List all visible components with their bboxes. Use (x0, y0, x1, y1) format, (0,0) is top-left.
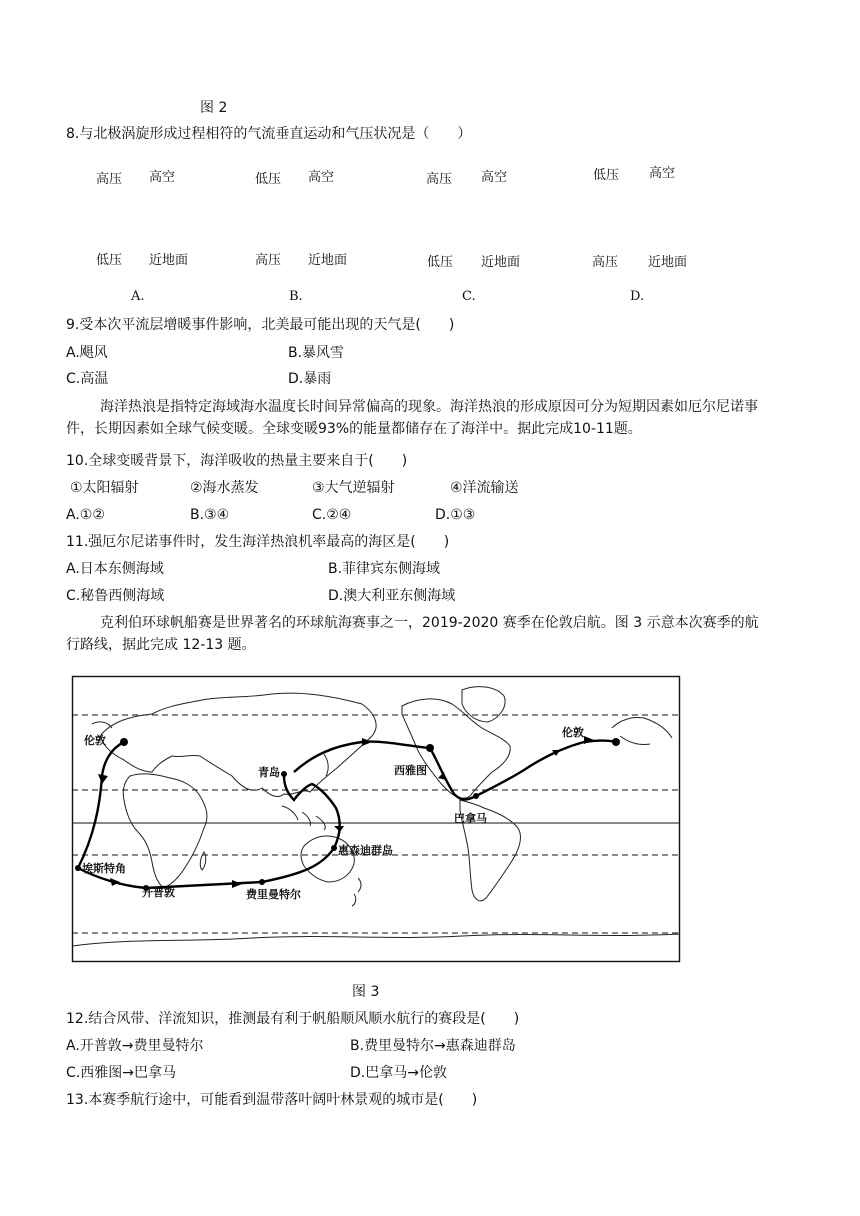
question-10-stem: 10.全球变暖背景下，海洋吸收的热量主要来自于( ) (66, 453, 408, 469)
q10-option-a[interactable]: A.①② (66, 507, 105, 523)
diagram-d-label: D. (630, 289, 645, 304)
q9-option-d[interactable]: D.暴雨 (288, 371, 332, 387)
diagram-a-top-right: 高空 (149, 170, 176, 185)
q10-option-b[interactable]: B.③④ (190, 507, 230, 523)
q12-option-b[interactable]: B.费里曼特尔→惠森迪群岛 (350, 1038, 516, 1054)
map-label-london-west: 伦敦 (84, 734, 106, 747)
diagram-d-top-right: 高空 (649, 166, 676, 181)
q9-option-a[interactable]: A.飓风 (66, 345, 108, 361)
map-label-fremantle: 费里曼特尔 (246, 888, 301, 901)
q10-item-3: ③大气逆辐射 (312, 480, 395, 496)
map-label-cape-town: 开普敦 (142, 886, 175, 899)
q12-option-a[interactable]: A.开普敦→费里曼特尔 (66, 1038, 204, 1054)
q10-option-c[interactable]: C.②④ (312, 507, 352, 523)
diagram-d-bottom-right: 近地面 (648, 255, 688, 270)
figure-3-caption: 图 3 (352, 984, 380, 1000)
map-label-seattle: 西雅图 (394, 764, 427, 777)
diagram-c-bottom-left: 低压 (427, 255, 454, 270)
q10-item-2: ②海水蒸发 (190, 480, 259, 496)
diagram-b-bottom-left: 高压 (255, 253, 282, 268)
diagram-b-top-right: 高空 (308, 170, 335, 185)
diagram-c-top-left: 高压 (426, 172, 453, 187)
q9-option-c[interactable]: C.高温 (66, 371, 109, 387)
q10-option-d[interactable]: D.①③ (435, 507, 476, 523)
diagram-c-label: C. (462, 289, 476, 304)
diagram-b-bottom-right: 近地面 (308, 253, 348, 268)
q9-option-b[interactable]: B.暴风雪 (288, 345, 345, 361)
q10-item-1: ①太阳辐射 (70, 480, 139, 496)
diagram-a-label: A. (131, 289, 145, 304)
diagram-a-bottom-right: 近地面 (149, 253, 189, 268)
map-label-qingdao: 青岛 (258, 766, 280, 779)
diagram-d-top-left: 低压 (593, 168, 620, 183)
question-12-stem: 12.结合风带、洋流知识，推测最有利于帆船顺风顺水航行的赛段是( ) (66, 1011, 520, 1027)
passage-ocean-heatwave: 海洋热浪是指特定海域海水温度长时间异常偏高的现象。海洋热浪的形成原因可分为短期因素如厄尔尼诺事件，长期因素如全球气候变暖。全球变暖93%的能量都储存在了海洋中。据此完成10-11题。 (66, 399, 758, 437)
diagram-b-label: B. (289, 289, 303, 304)
diagram-a-bottom-left: 低压 (96, 253, 123, 268)
question-13-stem: 13.本赛季航行途中，可能看到温带落叶阔叶林景观的城市是( ) (66, 1092, 478, 1108)
question-9-stem: 9.受本次平流层增暖事件影响，北美最可能出现的天气是( ) (66, 317, 455, 333)
diagram-a-top-left: 高压 (96, 172, 123, 187)
diagram-c-top-right: 高空 (481, 170, 508, 185)
q11-option-b[interactable]: B.菲律宾东侧海域 (328, 561, 441, 577)
question-8-stem: 8.与北极涡旋形成过程相符的气流垂直运动和气压状况是（ ） (66, 126, 472, 142)
diagram-c-bottom-right: 近地面 (481, 255, 521, 270)
figure-2-caption: 图 2 (200, 100, 228, 116)
passage-clipper-race: 克利伯环球帆船赛是世界著名的环球航海赛事之一，2019-2020 赛季在伦敦启航。图 3 示意本次赛季的航行路线，据此完成 12-13 题。 (66, 615, 759, 653)
question-11-stem: 11.强厄尔尼诺事件时，发生海洋热浪机率最高的海区是( ) (66, 534, 450, 550)
q11-option-c[interactable]: C.秘鲁西侧海域 (66, 588, 165, 604)
q10-item-4: ④洋流输送 (450, 480, 519, 496)
map-label-london-east: 伦敦 (562, 726, 584, 739)
map-label-whitsunday: 惠森迪群岛 (338, 844, 393, 857)
q12-option-d[interactable]: D.巴拿马→伦敦 (350, 1065, 447, 1081)
diagram-b-top-left: 低压 (255, 172, 282, 187)
q11-option-d[interactable]: D.澳大利亚东侧海域 (328, 588, 456, 604)
q11-option-a[interactable]: A.日本东侧海域 (66, 561, 164, 577)
map-label-panama: 巴拿马 (454, 812, 487, 825)
diagram-d-bottom-left: 高压 (592, 255, 619, 270)
q12-option-c[interactable]: C.西雅图→巴拿马 (66, 1065, 176, 1081)
map-label-punta-del-este: 埃斯特角 (82, 862, 126, 875)
